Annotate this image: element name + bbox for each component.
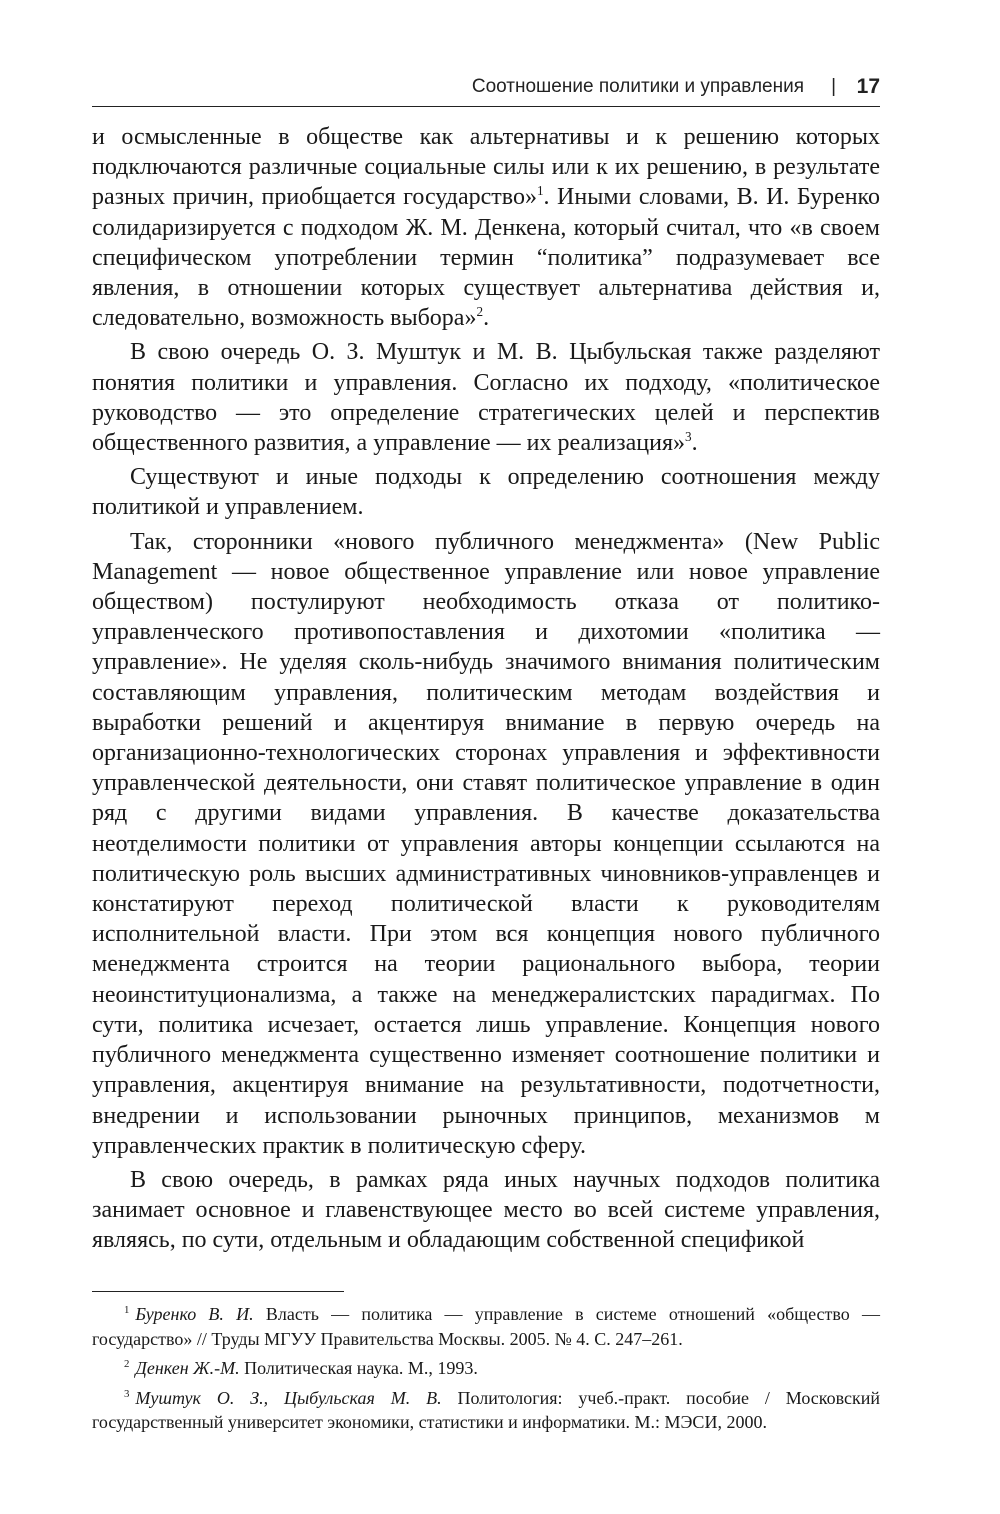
paragraph-1-text-cont: . Иными словами, В. И. Буренко солидаризируется с подходом Ж. М. Денкена, который считал, что «в своем специфическом употреблении термин “политика” подразумевает все явления, в отношении которых существует альтернатива действия и, следовательно, возможность выбора» xyxy=(92,184,881,332)
footnote-3 xyxy=(92,1386,880,1435)
paragraph-2-end: . xyxy=(691,430,698,457)
footnote-2-mark: 2 xyxy=(124,1358,130,1370)
footnote-ref-2: 2 xyxy=(476,304,484,320)
footnote-3-author: Муштук О. З., Цыбульская М. В. xyxy=(135,1387,442,1408)
footnote-1 xyxy=(92,1302,880,1351)
footnote-3-mark: 3 xyxy=(124,1387,130,1400)
running-header xyxy=(92,70,880,107)
footnote-1-mark: 1 xyxy=(124,1304,130,1316)
paragraph-3: Существуют и иные подходы к определению соотношения между политикой и управлением. xyxy=(92,464,880,521)
paragraph-1-end: . xyxy=(483,305,490,332)
footnote-ref-3: 3 xyxy=(685,429,692,445)
paragraph-4: Так, сторонники «нового публичного менеджмента» (New Public Management — новое общественное управление или новое управление обществом) постулируют необходимость отказа от политико-управленческого противопоставления и дихотомии «политика — управление». Не уделяя сколь-нибудь значимого внимания политическим составляющим управления, политическим методам воздействия и выработки решений и акцентируя внимание в первую очередь на организационно-технологических сторонах управления и эффективности управленческой деятельности, они ставят политическое управление в один ряд с другими видами управления. В качестве доказательства неотделимости политики от управления авторы концепции ссылаются на политическую роль высших административных чиновников-управленцев и констатируют переход политической власти к руководителям исполнительной власти. При этом вся концепция нового публичного менеджмента строится на теории рационального выбора, теории неоинституционализма, а также на менеджералистских парадигмах. По сути, политика исчезает, остается лишь управление. Концепция нового публичного менеджмента существенно изменяет соотношение политики и управления, акцентируя внимание на результативности, подотчетности, внедрении и использовании рыночных принципов, механизмов м управленческих практик в политическую сферу. xyxy=(92,528,880,1159)
footnote-3-text: Политология: учеб.-практ. пособие / Московский государственный университет экономики, статистики и информатики. М.: МЭСИ, 2000. xyxy=(92,1387,880,1432)
footnote-1-text: Власть — политика — управление в системе отношений «общество — государство» // Труды МГУУ Правительства Москвы. 2005. № 4. С. 247–261. xyxy=(92,1304,880,1349)
footnote-divider xyxy=(92,1291,344,1292)
header-title: Соотношение политики и управления xyxy=(471,76,804,97)
paragraph-1 xyxy=(92,122,880,333)
page-number: 17 xyxy=(856,75,880,98)
footnote-2-author: Денкен Ж.-М. xyxy=(135,1358,240,1378)
footnote-2-text: Политическая наука. М., 1993. xyxy=(239,1358,478,1378)
paragraph-5: В свою очередь, в рамках ряда иных научных подходов политика занимает основное и главенствующее место во всей системе управления, являясь, по сути, отдельным и обладающим собственной спецификой xyxy=(92,1166,880,1254)
paragraph-2-text: В свою очередь О. З. Муштук и М. В. Цыбульская также разделяют понятия политики и управления. Согласно их подходу, «политическое руководство — это определение стратегических целей и перспектив общественного развития, а управление — их реализация» xyxy=(92,339,880,457)
paragraph-1-text: и осмысленные в обществе как альтернативы и к решению которых подключаются различные социальные силы или к их решению, в результате разных причин, приобщается государство» xyxy=(92,124,880,211)
footnote-ref-1: 1 xyxy=(536,183,544,199)
paragraph-2 xyxy=(92,337,880,458)
footnotes xyxy=(92,1302,880,1440)
footnote-2 xyxy=(92,1356,880,1381)
footnote-1-author: Буренко В. И. xyxy=(135,1304,254,1324)
header-separator: | xyxy=(831,76,836,97)
main-text xyxy=(92,122,880,1256)
